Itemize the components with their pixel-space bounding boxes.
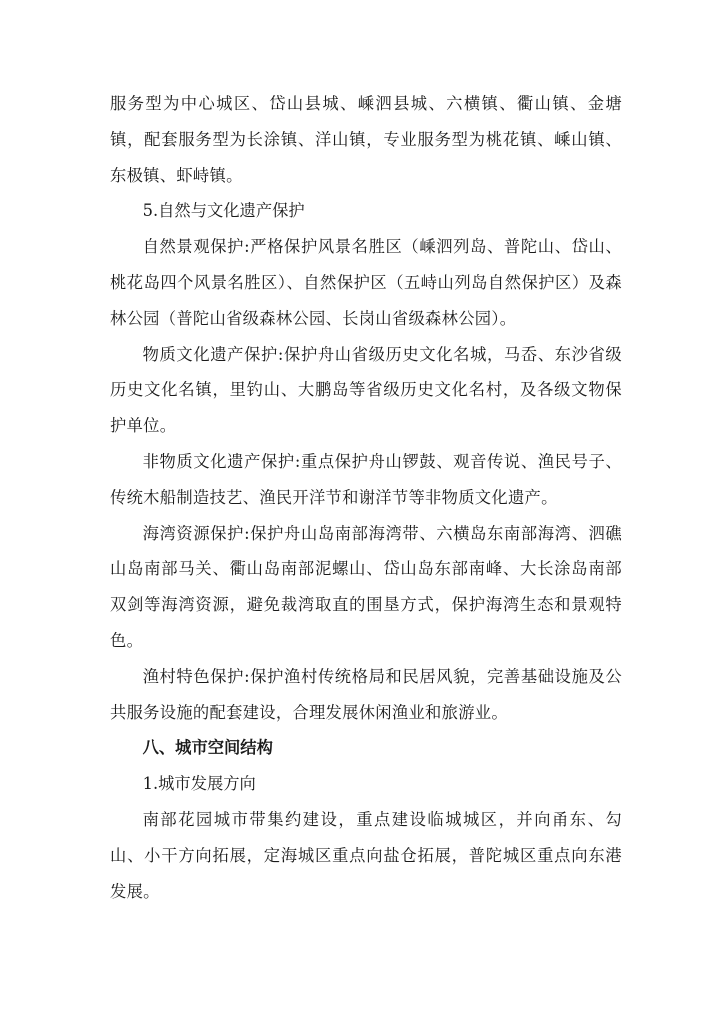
document-body: [110, 86, 622, 909]
paragraph-landscape-protection: 自然景观保护:严格保护风景名胜区（嵊泗列岛、普陀山、岱山、桃花岛四个风景名胜区）、自然保护区（五峙山列岛自然保护区）及森林公园（普陀山省级森林公园、长岗山省级森林公园）。: [110, 237, 622, 328]
paragraph-material-heritage: 物质文化遗产保护:保护舟山省级历史文化名城，马岙、东沙省级历史文化名镇，里钓山、大鹏岛等省级历史文化名村，及各级文物保护单位。: [110, 344, 622, 436]
heading-section-8: 八、城市空间结构: [142, 738, 273, 758]
heading-development-direction: 1.城市发展方向: [142, 774, 256, 794]
paragraph-service-towns: 服务型为中心城区、岱山县城、嵊泗县城、六横镇、衢山镇、金塘镇，配套服务型为长涂镇、洋山镇，专业服务型为桃花镇、嵊山镇、东极镇、虾峙镇。: [110, 94, 622, 185]
paragraph-intangible-heritage: 非物质文化遗产保护:重点保护舟山锣鼓、观音传说、渔民号子、传统木船制造技艺、渔民开洋节和谢洋节等非物质文化遗产。: [110, 451, 622, 507]
heading-nature-culture-protection: 5.自然与文化遗产保护: [142, 201, 305, 221]
paragraph-development-direction: 南部花园城市带集约建设，重点建设临城城区，并向甬东、勾山、小干方向拓展，定海城区重点向盐仓拓展，普陀城区重点向东港发展。: [110, 809, 622, 901]
paragraph-bay-protection: 海湾资源保护:保护舟山岛南部海湾带、六横岛东南部海湾、泗礁山岛南部马关、衢山岛南部泥螺山、岱山岛东部南峰、大长涂岛南部双剑等海湾资源，避免裁湾取直的围垦方式，保护海湾生态和景观特色。: [110, 523, 622, 650]
paragraph-fishing-village: 渔村特色保护:保护渔村传统格局和民居风貌，完善基础设施及公共服务设施的配套建设，合理发展休闲渔业和旅游业。: [110, 666, 622, 722]
